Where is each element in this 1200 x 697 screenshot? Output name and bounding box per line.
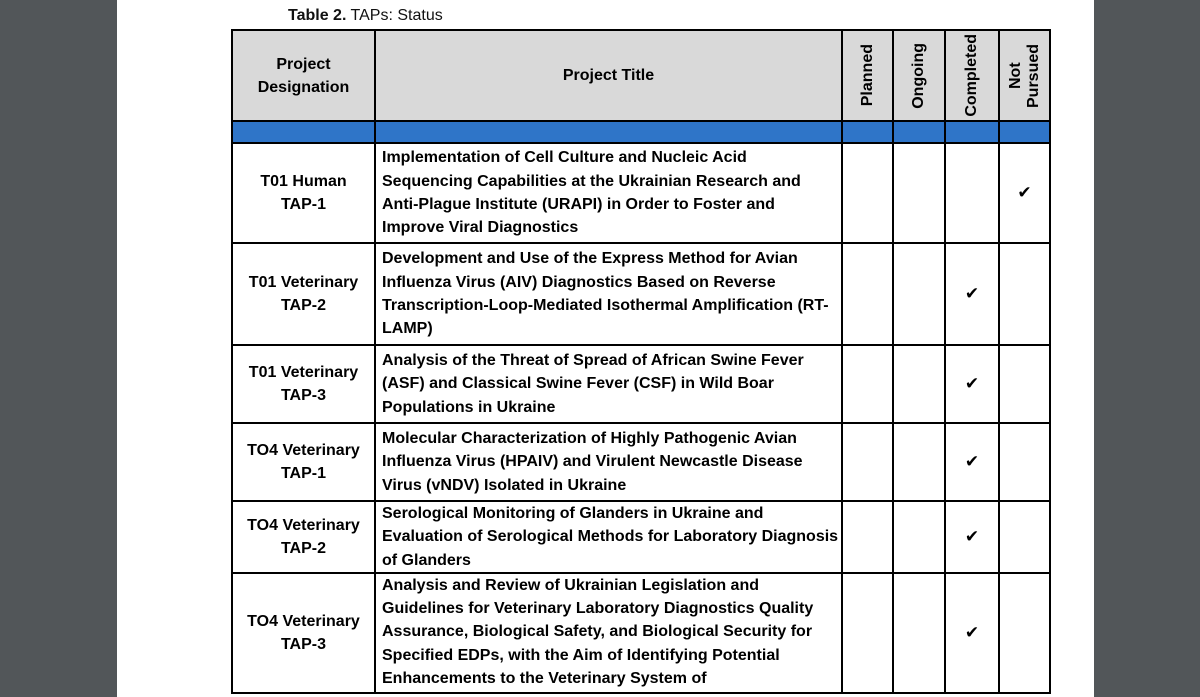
- status-cell-not-pursued: [999, 573, 1050, 693]
- designation-line1: T01 Veterinary: [248, 364, 359, 381]
- checkmark-icon: ✔: [964, 526, 980, 546]
- status-cell-completed: [945, 243, 999, 345]
- checkmark-icon: ✔: [964, 452, 980, 471]
- project-title-cell: Development and Use of the Express Method for Avian Influenza Virus (AIV) Diagnostics Based on Reverse Transcription-Loop-Mediated Isothermal Amplification (RT-LAMP): [375, 243, 842, 345]
- table-row: [232, 345, 1050, 423]
- status-cell-planned: [842, 423, 893, 501]
- designation-line2: TAP-1: [280, 465, 327, 482]
- project-designation-cell: [232, 143, 375, 243]
- project-title-cell: Molecular Characterization of Highly Pathogenic Avian Influenza Virus (HPAIV) and Virulent Newcastle Disease Virus (vNDV) Isolated in Ukraine: [375, 423, 842, 501]
- status-cell-ongoing: [893, 423, 945, 501]
- header-not-pursued: Not Pursued: [999, 30, 1050, 121]
- table-row: [232, 423, 1050, 501]
- status-cell-ongoing: [893, 243, 945, 345]
- status-cell-completed: [945, 573, 999, 693]
- designation-line2: TAP-3: [280, 635, 327, 653]
- designation-line1: T01 Veterinary: [248, 274, 359, 291]
- header-row: [232, 30, 1050, 121]
- status-cell-ongoing: [893, 143, 945, 243]
- designation-line1: TO4 Veterinary: [247, 612, 360, 630]
- project-designation-cell: [232, 501, 375, 573]
- project-designation-cell: [232, 345, 375, 423]
- table-row: [232, 501, 1050, 573]
- status-cell-planned: [842, 143, 893, 243]
- status-cell-not-pursued: [999, 501, 1050, 573]
- status-cell-not-pursued: [999, 345, 1050, 423]
- status-cell-not-pursued: [999, 423, 1050, 501]
- designation-line2: TAP-3: [280, 387, 327, 404]
- status-cell-not-pursued: [999, 243, 1050, 345]
- checkmark-icon: ✔: [964, 284, 980, 303]
- designation-line1: TO4 Veterinary: [247, 516, 360, 534]
- project-designation-cell: [232, 243, 375, 345]
- document-page: [117, 0, 1094, 697]
- designation-line1: TO4 Veterinary: [247, 442, 360, 459]
- header-completed: Completed: [945, 30, 999, 121]
- header-title: Project Title: [375, 30, 842, 121]
- status-cell-ongoing: [893, 573, 945, 693]
- status-cell-planned: [842, 243, 893, 345]
- project-title-cell: Implementation of Cell Culture and Nucleic Acid Sequencing Capabilities at the Ukrainian Research and Anti-Plague Institute (URAPI) in Order to Foster and Improve Viral Diagnostics: [375, 143, 842, 243]
- project-designation-cell: [232, 573, 375, 693]
- status-cell-completed: [945, 423, 999, 501]
- status-cell-planned: [842, 573, 893, 693]
- checkmark-icon: ✔: [964, 374, 980, 393]
- checkmark-icon: ✔: [1017, 183, 1032, 202]
- header-designation: Project Designation: [232, 30, 375, 121]
- status-cell-completed: [945, 501, 999, 573]
- designation-line1: T01 Human: [260, 173, 347, 190]
- status-cell-ongoing: [893, 501, 945, 573]
- status-cell-planned: [842, 345, 893, 423]
- caption-text: TAPs: Status: [346, 7, 443, 24]
- header-ongoing: Ongoing: [893, 30, 945, 121]
- designation-line2: TAP-1: [280, 196, 327, 213]
- table-row: [232, 573, 1050, 693]
- status-cell-not-pursued: [999, 143, 1050, 243]
- table-row: [232, 143, 1050, 243]
- checkmark-icon: ✔: [964, 622, 980, 642]
- status-cell-completed: [945, 143, 999, 243]
- designation-line2: TAP-2: [280, 539, 327, 557]
- status-cell-planned: [842, 501, 893, 573]
- status-cell-completed: [945, 345, 999, 423]
- header-planned: Planned: [842, 30, 893, 121]
- caption-label: Table 2.: [288, 7, 347, 24]
- project-title-cell: Serological Monitoring of Glanders in Ukraine and Evaluation of Serological Methods for Laboratory Diagnosis of Glanders: [375, 501, 842, 573]
- header-separator-row: [232, 121, 1050, 143]
- project-designation-cell: [232, 423, 375, 501]
- table-row: [232, 243, 1050, 345]
- designation-line2: TAP-2: [280, 297, 327, 314]
- project-title-cell: Analysis and Review of Ukrainian Legislation and Guidelines for Veterinary Laboratory Diagnostics Quality Assurance, Biological Safety, and Biological Security for Specified EDPs, with the Aim of Identifying Potential Enhancements to the Veterinary System of: [375, 573, 842, 693]
- project-title-cell: Analysis of the Threat of Spread of African Swine Fever (ASF) and Classical Swine Fever (CSF) in Wild Boar Populations in Ukraine: [375, 345, 842, 423]
- status-cell-ongoing: [893, 345, 945, 423]
- table-caption: [288, 7, 443, 25]
- taps-status-table: [231, 29, 1051, 694]
